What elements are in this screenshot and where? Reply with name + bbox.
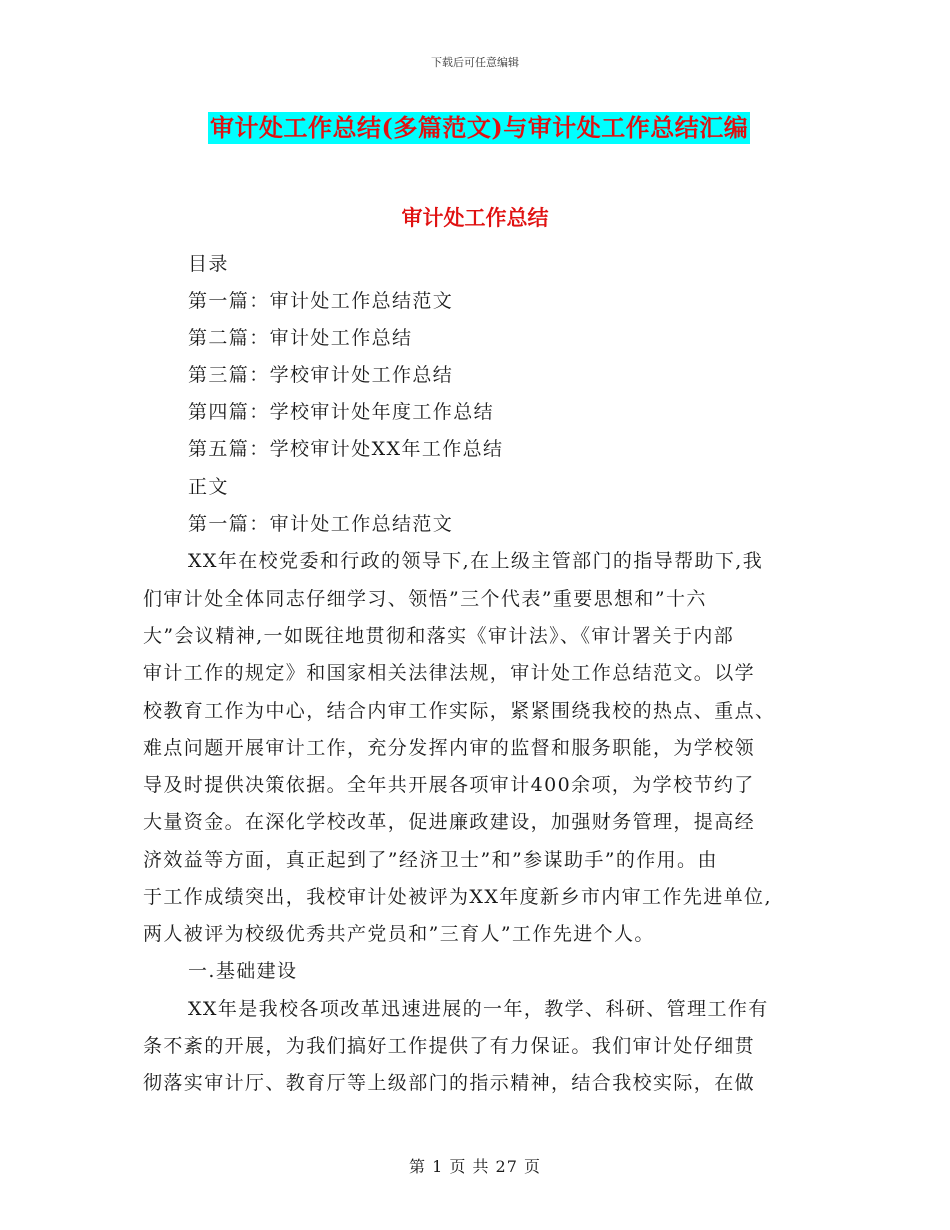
paragraph-line: 审计工作的规定》和国家相关法律法规，审计处工作总结范文。以学 [143,662,756,684]
paragraph-line: XX年在校党委和行政的领导下,在上级主管部门的指导帮助下,我 [188,550,764,572]
toc-item: 第二篇：审计处工作总结 [188,327,413,349]
paragraph-line: 校教育工作为中心，结合内审工作实际，紧紧围绕我校的热点、重点、 [143,700,776,722]
toc-item: 第五篇：学校审计处XX年工作总结 [188,438,504,460]
body-heading: 正文 [188,476,229,498]
paragraph-line: 大”会议精神,一如既往地贯彻和落实《审计法》、《审计署关于内部 [143,625,735,647]
page-footer: 第 1 页 共 27 页 [409,1157,541,1176]
toc-heading: 目录 [188,253,229,275]
paragraph-line: 条不紊的开展，为我们搞好工作提供了有力保证。我们审计处仔细贯 [143,1035,756,1057]
document-main-title: 审计处工作总结(多篇范文)与审计处工作总结汇编 [210,113,749,142]
paragraph-line: 大量资金。在深化学校改革，促进廉政建设，加强财务管理，提高经 [143,811,756,833]
toc-item: 第四篇：学校审计处年度工作总结 [188,401,495,423]
paragraph-line: 两人被评为校级优秀共产党员和”三育人”工作先进个人。 [143,923,655,945]
toc-item: 第一篇：审计处工作总结范文 [188,290,454,312]
document-sub-title: 审计处工作总结 [401,205,549,230]
header-note: 下载后可任意编辑 [431,56,519,69]
paragraph-line: 们审计处全体同志仔细学习、领悟”三个代表”重要思想和”十六 [143,588,707,610]
paragraph-line: 导及时提供决策依据。全年共开展各项审计400余项，为学校节约了 [143,774,755,796]
paragraph-line: 济效益等方面，真正起到了”经济卫士”和”参谋助手”的作用。由 [143,849,718,871]
paragraph-line: XX年是我校各项改革迅速进展的一年，教学、科研、管理工作有 [188,998,769,1020]
section-heading: 一.基础建设 [188,960,298,982]
paragraph-line: 彻落实审计厅、教育厅等上级部门的指示精神，结合我校实际，在做 [143,1072,756,1094]
toc-item: 第三篇：学校审计处工作总结 [188,364,454,386]
paragraph-line: 难点问题开展审计工作，充分发挥内审的监督和服务职能，为学校领 [143,737,756,759]
paragraph-line: 于工作成绩突出，我校审计处被评为XX年度新乡市内审工作先进单位, [143,886,772,908]
section-title: 第一篇：审计处工作总结范文 [188,513,454,535]
